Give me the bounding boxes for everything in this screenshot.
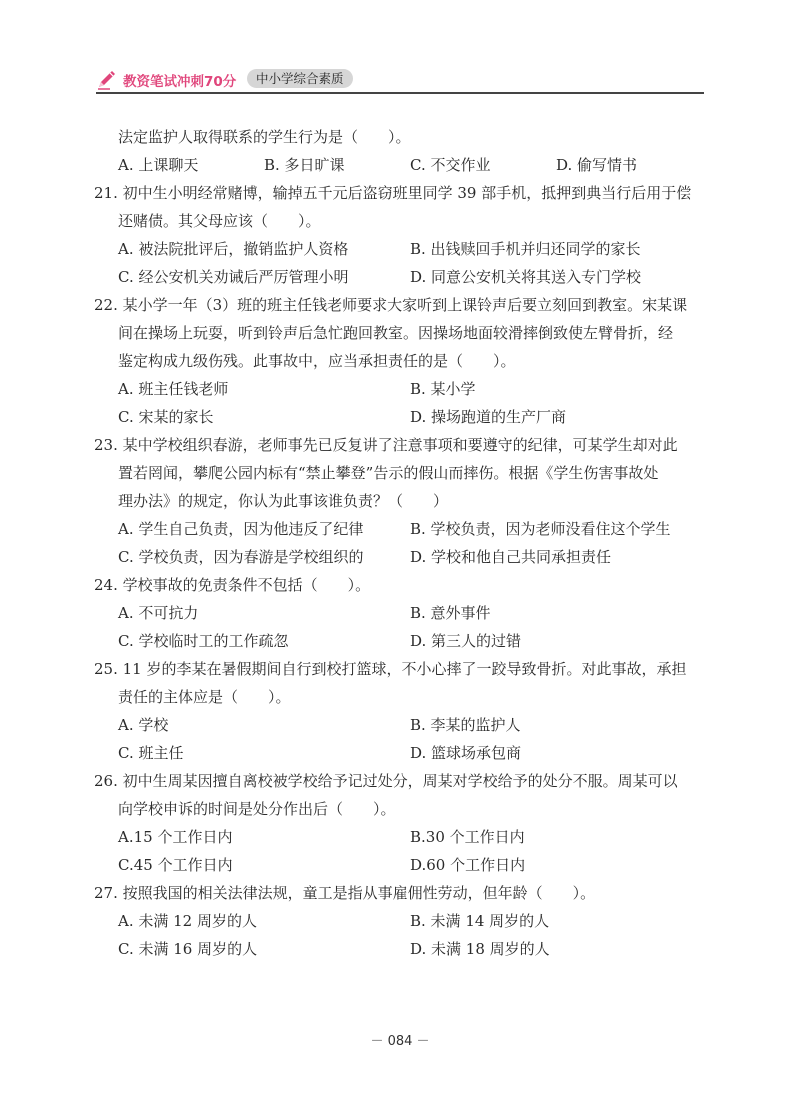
question-item	[94, 179, 718, 291]
option-row	[118, 627, 718, 655]
option-b: B. 意外事件	[410, 604, 491, 622]
option-c: C.45 个工作日内	[118, 856, 233, 874]
question-stem: 22. 某小学一年（3）班的班主任钱老师要求大家听到上课铃声后要立刻回到教室。宋某课	[94, 296, 688, 314]
option-d: D. 同意公安机关将其送入专门学校	[410, 268, 642, 286]
option-row	[118, 935, 718, 963]
option-b: B. 多日旷课	[264, 156, 345, 174]
question-stem-continued: 向学校申诉的时间是处分作出后（ ）。	[118, 800, 396, 818]
option-a: A. 未满 12 周岁的人	[118, 912, 257, 930]
option-a: A. 不可抗力	[118, 604, 199, 622]
option-b: B. 学校负责，因为老师没看住这个学生	[410, 520, 671, 538]
option-d: D. 偷写情书	[556, 156, 638, 174]
option-row	[118, 599, 718, 627]
page-number: － 084 －	[370, 1034, 430, 1049]
question-stem: 23. 某中学校组织春游，老师事先已反复讲了注意事项和要遵守的纪律，可某学生却对此	[94, 436, 678, 454]
header-rule	[96, 92, 704, 94]
option-d: D. 篮球场承包商	[410, 744, 522, 762]
question-stem-continued: 置若罔闻，攀爬公园内标有“禁止攀登”告示的假山而摔伤。根据《学生伤害事故处	[118, 464, 659, 482]
question-stem-continued: 责任的主体应是（ ）。	[118, 688, 291, 706]
option-c: C. 学校负责，因为春游是学校组织的	[118, 548, 364, 566]
option-c: C. 经公安机关劝诫后严厉管理小明	[118, 268, 349, 286]
question-item	[94, 655, 718, 767]
question-item	[94, 431, 718, 571]
option-a: A. 班主任钱老师	[118, 380, 229, 398]
option-a: A. 被法院批评后，撤销监护人资格	[118, 240, 349, 258]
section-tag: 中小学综合素质	[247, 69, 353, 88]
option-row	[118, 235, 718, 263]
page-header	[96, 66, 704, 94]
question-list	[94, 123, 718, 963]
option-b: B. 某小学	[410, 380, 476, 398]
option-a: A. 学生自己负责，因为他违反了纪律	[118, 520, 364, 538]
question-stem: 25. 11 岁的李某在暑假期间自行到校打篮球，不小心摔了一跤导致骨折。对此事故，承担	[94, 660, 687, 678]
option-row	[118, 711, 718, 739]
option-d: D.60 个工作日内	[410, 856, 526, 874]
question-stem: 24. 学校事故的免责条件不包括（ ）。	[94, 576, 371, 594]
option-c: C. 学校临时工的工作疏忽	[118, 632, 289, 650]
question-item	[94, 291, 718, 431]
option-d: D. 第三人的过错	[410, 632, 522, 650]
option-c: C. 不交作业	[410, 156, 491, 174]
question-stem: 26. 初中生周某因擅自离校被学校给予记过处分，周某对学校给予的处分不服。周某可以	[94, 772, 678, 790]
option-c: C. 班主任	[118, 744, 184, 762]
question-item	[94, 879, 718, 963]
option-row	[118, 907, 718, 935]
option-d: D. 学校和他自己共同承担责任	[410, 548, 612, 566]
question-item	[94, 767, 718, 879]
continuation-line: 法定监护人取得联系的学生行为是（ ）。	[118, 128, 411, 146]
option-a: A.15 个工作日内	[118, 828, 233, 846]
option-a: A. 上课聊天	[118, 156, 199, 174]
question-stem: 21. 初中生小明经常赌博，输掉五千元后盗窃班里同学 39 部手机，抵押到典当行后用于偿	[94, 184, 692, 202]
question-stem-continued: 鉴定构成九级伤残。此事故中，应当承担责任的是（ ）。	[118, 352, 516, 370]
question-item	[94, 571, 718, 655]
option-row	[118, 375, 718, 403]
option-b: B. 李某的监护人	[410, 716, 521, 734]
option-b: B. 出钱赎回手机并归还同学的家长	[410, 240, 641, 258]
option-row	[118, 823, 718, 851]
question-stem-continued: 理办法》的规定，你认为此事该谁负责？（ ）	[118, 492, 449, 510]
option-row	[118, 739, 718, 767]
question-stem-continued: 还赌债。其父母应该（ ）。	[118, 212, 321, 230]
option-a: A. 学校	[118, 716, 169, 734]
option-row	[118, 543, 718, 571]
option-row	[118, 515, 718, 543]
option-row	[118, 403, 718, 431]
continuation-options	[118, 151, 718, 179]
option-row	[118, 263, 718, 291]
option-b: B.30 个工作日内	[410, 828, 525, 846]
option-row	[118, 851, 718, 879]
question-stem: 27. 按照我国的相关法律法规，童工是指从事雇佣性劳动，但年龄（ ）。	[94, 884, 596, 902]
question-stem-continued: 间在操场上玩耍，听到铃声后急忙跑回教室。因操场地面较滑摔倒致使左臂骨折，经	[118, 324, 674, 342]
option-c: C. 未满 16 周岁的人	[118, 940, 258, 958]
option-b: B. 未满 14 周岁的人	[410, 912, 550, 930]
pencil-icon	[96, 68, 118, 90]
option-d: D. 未满 18 周岁的人	[410, 940, 550, 958]
brand-title: 教资笔试冲刺70分	[123, 74, 237, 90]
option-d: D. 操场跑道的生产厂商	[410, 408, 567, 426]
option-c: C. 宋某的家长	[118, 408, 214, 426]
